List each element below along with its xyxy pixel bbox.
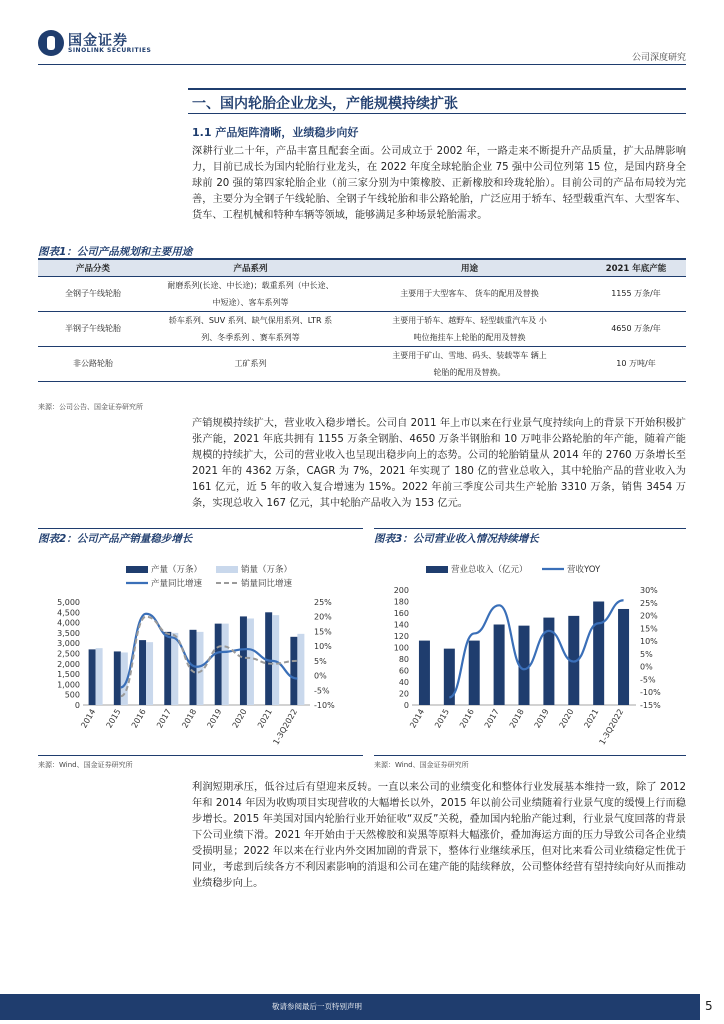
x-tick-label: 2016: [457, 707, 476, 730]
brand-name-en: SINOLINK SECURITIES: [68, 47, 152, 54]
bar: [222, 624, 229, 705]
table-cell: [353, 346, 586, 381]
y-tick-label: 60: [398, 666, 409, 676]
bar: [197, 632, 204, 705]
y2-tick-label: -15%: [640, 701, 661, 710]
y-tick-label: 140: [393, 620, 409, 630]
x-tick-label: 2016: [129, 707, 148, 730]
legend-swatch: [126, 566, 148, 573]
x-tick-label: 2020: [557, 707, 576, 730]
table-header: 产品系列: [148, 259, 353, 276]
bar: [290, 637, 297, 705]
figure3-source: 来源：Wind、国金证券研究所: [374, 761, 469, 769]
table-cell: [148, 311, 353, 346]
y-tick-label: 200: [393, 586, 409, 595]
cell-line: 列、冬季系列 、赛车系列等: [201, 332, 300, 342]
y2-tick-label: -10%: [314, 701, 335, 710]
cell-line: 轿车系列、SUV 系列、缺气保用系列、LTR 系: [168, 315, 333, 325]
legend-swatch: [426, 566, 448, 573]
section-rule-top: [188, 88, 686, 90]
brand-name: 国金证券: [68, 33, 128, 49]
legend-label: 营收YOY: [567, 565, 601, 575]
y-tick-label: 180: [393, 597, 409, 607]
x-tick-label: 1-3Q2022: [597, 707, 626, 747]
figure3-bottom-rule: [374, 755, 686, 756]
cell-line: 耐磨系列(长途、中长途)；载重系列（中长途、: [167, 280, 334, 290]
y2-tick-label: 5%: [314, 656, 327, 666]
y-tick-label: 3,500: [57, 628, 80, 638]
bar: [469, 641, 480, 705]
cell-line: 吨位拖挂车上轮胎的配用及替换: [413, 332, 526, 342]
table-cell: 全钢子午线轮胎: [38, 276, 148, 311]
figure2-rule: [38, 528, 363, 529]
bar: [215, 624, 222, 705]
y2-tick-label: 15%: [640, 624, 658, 634]
cell-line: 主要用于矿山、雪地、码头、装载等车 辆上: [392, 350, 547, 360]
paragraph-3: 利润短期承压，低谷过后有望迎来反转。一直以来公司的业绩变化和整体行业发展基本维持一致，除了 2012 年和 2014 年因为收购项目实现营收的大幅增长以外，2015 年以前公司业绩随着行业景气度的缓慢上行而稳步增长。2015 年美国对国内轮胎行业开始征收“双反”关税，叠加国内轮胎产能过剩，行业景气度回落的背景下公司业绩下滑。2021 年开始由于天然橡胶和炭黑等原料大幅涨价，叠加海运方面的压力导致公司各企业绩受损明显；2022 年以来在行业内外交困加剧的背景下，整体行业继续承压，但对比来看公司业绩稳定性优于同业，考虑到后续各方不利因素影响的消退和公司在建产能的陆续释放，公司整体经营有望持续向好从而推动业绩稳步向上。: [192, 782, 686, 889]
y2-tick-label: 30%: [640, 586, 658, 595]
y-tick-label: 0: [74, 701, 80, 710]
paragraph-2: 产销规模持续扩大，营业收入稳步增长。公司自 2011 年上市以来在行业景气度持续向上的背景下开始积极扩张产能，2021 年底共拥有 1155 万条全钢胎、4650 万条半钢胎和 10 万吨非公路轮胎的年产能，随着产能规模的持续扩大，公司的营业收入也呈现出稳步向上的态势。公司的轮胎销量从 2014 年的 2760 万条增长至 2021 年的 4362 万条，CAGR 为 7%，2021 年实现了 180 亿的营业总收入，其中轮胎产品的营业收入为 161 亿元，近 5 年的收入复合增速为 15%。2022 年前三季度公司共生产轮胎 3310 万条，销售 3454 万条，实现总收入 167 亿元，其中轮胎产品收入为 153 亿元。: [192, 418, 686, 509]
header-divider: [38, 64, 686, 65]
table-row: [38, 346, 686, 381]
production-sales-chart: [38, 548, 363, 753]
logo-icon: [38, 30, 64, 56]
table-cell: 4650 万条/年: [586, 311, 686, 346]
table-cell: [148, 276, 353, 311]
y2-tick-label: 15%: [314, 627, 332, 637]
bar: [89, 649, 96, 705]
doc-type: 公司深度研究: [631, 53, 686, 63]
figure3-title: 图表3：公司营业收入情况持续增长: [374, 533, 539, 545]
page-number: 5: [705, 999, 713, 1013]
y2-tick-label: 10%: [640, 637, 658, 647]
bar: [419, 641, 430, 705]
section-rule-bottom: [188, 113, 686, 114]
x-tick-label: 2018: [180, 707, 199, 730]
x-tick-label: 1-3Q2022: [271, 707, 300, 747]
legend-label: 销量（万条）: [241, 565, 293, 575]
y2-tick-label: 5%: [640, 649, 653, 659]
bar: [240, 616, 247, 705]
y-tick-label: 500: [64, 690, 80, 700]
bar: [146, 642, 153, 705]
x-tick-label: 2017: [482, 707, 501, 730]
x-tick-label: 2019: [205, 707, 224, 730]
x-tick-label: 2017: [155, 707, 174, 730]
y-tick-label: 1,500: [57, 670, 80, 680]
y-tick-label: 120: [393, 632, 409, 641]
table-header: 2021 年底产能: [586, 259, 686, 276]
revenue-chart: [374, 548, 686, 753]
paragraph-1: 深耕行业二十年，产品丰富且配套全面。公司成立于 2002 年，一路走来不断提升产品质量，扩大品牌影响力，目前已成长为国内轮胎行业龙头，在 2022 年度全球轮胎企业 75 强中公司位列第 15 位，是国内跻身全球前 20 强的第四家轮胎企业（前三家分别为中策橡胶、正新橡胶和玲珑轮胎）。目前公司的产品布局较为完善，主要分为全钢子午线轮胎、全钢子午线轮胎和非公路轮胎，广泛应用于轿车、轻型载重汽车、大型客车、货车、工程机械和特种车辆等领域，能够满足多种场景轮胎需求。: [192, 146, 686, 221]
figure2-source: 来源：Wind、国金证券研究所: [38, 761, 133, 769]
y-tick-label: 1,000: [57, 680, 80, 690]
bar: [114, 651, 121, 705]
y-tick-label: 160: [393, 609, 409, 618]
y2-tick-label: 25%: [640, 598, 658, 608]
bar: [494, 625, 505, 706]
x-tick-label: 2014: [79, 707, 98, 730]
y-tick-label: 3,000: [57, 639, 80, 649]
figure2-bottom-rule: [38, 755, 363, 756]
x-tick-label: 2014: [408, 707, 427, 730]
bar: [593, 602, 604, 706]
table-cell: 10 万吨/年: [586, 346, 686, 381]
y2-tick-label: 10%: [314, 642, 332, 652]
figure2-title: 图表2：公司产品产销量稳步增长: [38, 533, 193, 545]
y2-tick-label: -5%: [640, 675, 656, 685]
y-tick-label: 4,500: [57, 608, 80, 618]
y-tick-label: 5,000: [57, 598, 80, 607]
x-tick-label: 2020: [230, 707, 249, 730]
table-cell: 半钢子午线轮胎: [38, 311, 148, 346]
y2-tick-label: 0%: [640, 662, 653, 672]
x-tick-label: 2018: [507, 707, 526, 730]
figure1-source: 来源：公司公告、国金证券研究所: [38, 403, 143, 411]
y2-tick-label: 20%: [640, 611, 658, 621]
x-tick-label: 2019: [532, 707, 551, 730]
subsection-title: 1.1 产品矩阵清晰，业绩稳步向好: [192, 126, 359, 139]
product-table: [38, 258, 686, 382]
legend-label: 产量（万条）: [151, 565, 203, 575]
product-table-wrap: [38, 258, 686, 382]
bar: [297, 634, 304, 705]
bar: [139, 640, 146, 705]
x-tick-label: 2015: [433, 707, 452, 730]
table-cell: 主要用于大型客车、 货车的配用及替换: [353, 276, 586, 311]
figure3-rule: [374, 528, 686, 529]
bar: [171, 633, 178, 705]
y-tick-label: 0: [403, 701, 409, 710]
y2-tick-label: 0%: [314, 671, 327, 681]
bar: [247, 618, 254, 705]
figure1-title: 图表1：公司产品规划和主要用途: [38, 246, 193, 258]
table-cell: 非公路轮胎: [38, 346, 148, 381]
cell-line: 中短途）、客车系列等: [212, 297, 289, 307]
y2-tick-label: -10%: [640, 688, 661, 698]
x-tick-label: 2015: [104, 707, 123, 730]
table-cell: 工矿系列: [148, 346, 353, 381]
y2-tick-label: -5%: [314, 686, 330, 696]
legend-swatch: [216, 566, 238, 573]
y-tick-label: 4,000: [57, 618, 80, 628]
y-tick-label: 100: [393, 643, 409, 653]
section-title: 一、国内轮胎企业龙头，产能规模持续扩张: [192, 96, 458, 112]
table-row: [38, 311, 686, 346]
y2-tick-label: 25%: [314, 598, 332, 607]
y-tick-label: 2,500: [57, 649, 80, 659]
y-tick-label: 20: [398, 689, 409, 699]
cell-line: 主要用于轿车、越野车、轻型载重汽车及 小: [392, 315, 547, 325]
bar: [618, 609, 629, 705]
bar: [96, 648, 103, 705]
legend-label: 营业总收入（亿元）: [451, 565, 528, 575]
table-row: [38, 276, 686, 311]
footer-disclaimer[interactable]: 敬请参阅最后一页特别声明: [272, 1002, 362, 1011]
legend-label: 销量同比增速: [241, 579, 293, 589]
y2-tick-label: 20%: [314, 612, 332, 622]
table-header: 产品分类: [38, 259, 148, 276]
x-tick-label: 2021: [255, 707, 274, 730]
y-tick-label: 40: [398, 678, 409, 687]
bar: [164, 632, 171, 705]
table-cell: 1155 万条/年: [586, 276, 686, 311]
cell-line: 轮胎的配用及替换。: [433, 367, 506, 377]
table-header: 用途: [353, 259, 586, 276]
y-tick-label: 2,000: [57, 659, 80, 669]
x-tick-label: 2021: [582, 707, 601, 730]
table-cell: [353, 311, 586, 346]
y-tick-label: 80: [398, 655, 409, 664]
legend-label: 产量同比增速: [151, 579, 203, 589]
